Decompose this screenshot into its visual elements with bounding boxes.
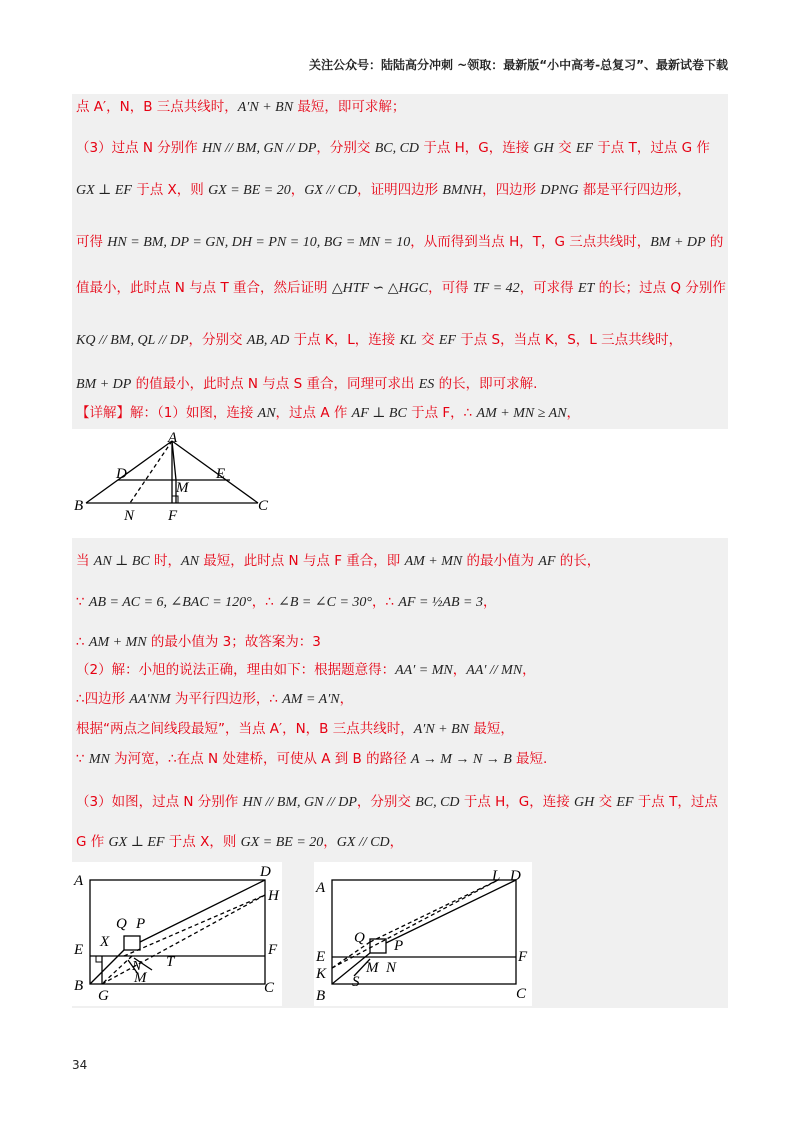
page-number: 34	[72, 1058, 88, 1072]
label-e: E	[74, 942, 84, 958]
label-g: G	[98, 988, 109, 1004]
text-line: ∵ AB = AC = 6, ∠BAC = 120°，∴ ∠B = ∠C = 30°，∴ AF = ½AB = 3，	[76, 594, 497, 610]
text-line: 根据“两点之间线段最短”，当点 A′，N，B 三点共线时，A′N + BN 最短，	[76, 721, 514, 737]
label-d: D	[116, 466, 127, 482]
label-c: C	[258, 498, 269, 514]
label-d: D	[510, 868, 521, 884]
label-m: M	[366, 960, 379, 976]
label-f: F	[168, 508, 178, 524]
label-e: E	[316, 949, 326, 965]
label-n: N	[132, 959, 142, 974]
text-line: 当 AN ⊥ BC 时，AN 最短，此时点 N 与点 F 重合，即 AM + MN 的最小值为 AF 的长，	[76, 553, 601, 569]
label-f: F	[518, 949, 528, 965]
triangle-diagram	[72, 430, 270, 524]
label-s: S	[352, 974, 360, 990]
text-line: （2）解：小旭的说法正确，理由如下：根据题意得：AA′ = MN，AA′ // MN，	[76, 662, 536, 678]
label-c: C	[516, 986, 527, 1002]
figure-rectangle-right	[314, 862, 532, 1006]
label-a: A	[168, 430, 178, 446]
text-line: 可得 HN = BM, DP = GN, DH = PN = 10, BG = MN = 10，从而得到当点 H，T，G 三点共线时，BM + DP 的	[76, 234, 724, 250]
label-c: C	[264, 980, 275, 996]
label-h: H	[268, 888, 279, 904]
label-a: A	[74, 873, 84, 889]
figure-rectangle-left	[72, 862, 282, 1006]
label-f: F	[268, 942, 278, 958]
page-header: 关注公众号：陆陆高分冲刺 ~领取：最新版“小中高考-总复习”、最新试卷下载	[309, 58, 728, 72]
text-line: BM + DP 的值最小，此时点 N 与点 S 重合，同理可求出 ES 的长，即可求解.	[76, 376, 538, 392]
label-b: B	[316, 988, 326, 1004]
text-line: KQ // BM, QL // DP，分别交 AB, AD 于点 K，L，连接 KL 交 EF 于点 S，当点 K，S，L 三点共线时，	[76, 332, 683, 348]
label-l: L	[492, 868, 501, 884]
label-p: P	[136, 916, 146, 932]
label-x: X	[100, 934, 110, 950]
label-b: B	[74, 978, 84, 994]
label-b: B	[74, 498, 84, 514]
text-line: （3）过点 N 分别作 HN // BM, GN // DP，分别交 BC, CD 于点 H，G，连接 GH 交 EF 于点 T，过点 G 作	[76, 140, 710, 156]
label-n: N	[124, 508, 135, 524]
text-line: 【详解】解：（1）如图，连接 AN，过点 A 作 AF ⊥ BC 于点 F，∴ AM + MN ≥ AN，	[76, 405, 581, 421]
text-line: ∵ MN 为河宽，∴在点 N 处建桥，可使从 A 到 B 的路径 A → M → N → B 最短.	[76, 751, 548, 767]
text-line: G 作 GX ⊥ EF 于点 X，则 GX = BE = 20，GX // CD，	[76, 834, 404, 850]
text-line: （3）如图，过点 N 分别作 HN // BM, GN // DP，分别交 BC, CD 于点 H，G，连接 GH 交 EF 于点 T，过点	[76, 794, 718, 810]
label-q: Q	[116, 916, 127, 932]
text-line: ∴ AM + MN 的最小值为 3；故答案为：3	[76, 634, 321, 650]
label-q: Q	[354, 930, 365, 946]
rectangle-diagram-right	[314, 862, 532, 1006]
rectangle-diagram-left	[72, 862, 282, 1006]
label-n: N	[386, 960, 397, 976]
label-k: K	[316, 966, 327, 982]
label-d: D	[260, 864, 271, 880]
label-p: P	[394, 938, 404, 954]
label-m: M	[176, 480, 189, 496]
label-t: T	[166, 954, 175, 970]
text-line: 点 A′，N，B 三点共线时，A′N + BN 最短，即可求解；	[76, 99, 406, 115]
label-e: E	[216, 466, 226, 482]
figure-triangle	[72, 430, 270, 524]
label-a: A	[316, 880, 326, 896]
text-line: GX ⊥ EF 于点 X，则 GX = BE = 20，GX // CD，证明四边形 BMNH，四边形 DPNG 都是平行四边形，	[76, 182, 691, 198]
text-line: 值最小，此时点 N 与点 T 重合，然后证明 △HTF ∽ △HGC，可得 TF = 42，可求得 ET 的长；过点 Q 分别作	[76, 280, 726, 296]
text-line: ∴四边形 AA′NM 为平行四边形，∴ AM = A′N，	[76, 691, 354, 707]
label-m: M	[134, 970, 147, 986]
